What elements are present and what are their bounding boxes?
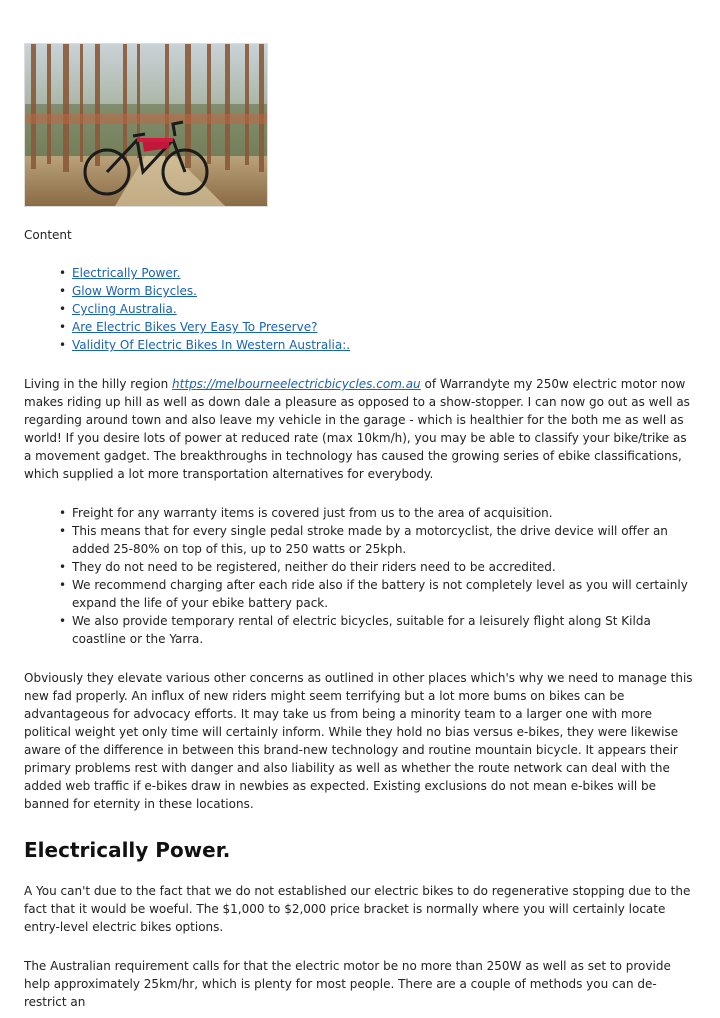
bike-in-forest-photo: [25, 44, 267, 206]
concerns-paragraph: Obviously they elevate various other concerns as outlined in other places which's why we need to manage this new fad properly. An influx of new riders might seem terrifying but a lot more bums on bikes can be advantageous for advocacy efforts. It may take us from being a minority team to a larger one with more political weight yet only time will certainly inform. While they hold no bias versus e-bikes, they were likewise aware of the difference in between this brand-new technology and routine mountain bicycle. It appears their primary problems rest with danger and also liability as well as whether the route network can deal with the added web traffic if e-bikes draw in newbies as expected. Existing exclusions do not mean e-bikes will be banned for eternity in these locations.: [24, 671, 693, 811]
content-label: Content: [24, 228, 72, 242]
melbourne-electric-bicycles-link[interactable]: https://melbourneelectricbicycles.com.au: [172, 377, 421, 391]
bullet-item: • We also provide temporary rental of electric bicycles, suitable for a leisurely flight along St Kilda coastline or the Yarra.: [24, 612, 696, 648]
toc-item: [24, 318, 704, 336]
bullet-item: • They do not need to be registered, neither do their riders need to be accredited.: [24, 558, 696, 576]
bullet-item: • Freight for any warranty items is covered just from us to the area of acquisition.: [24, 504, 696, 522]
table-of-contents: [24, 264, 704, 354]
requirement-paragraph: The Australian requirement calls for that the electric motor be no more than 250W as well as set to provide help approximately 25km/hr, which is plenty for most people. There are a couple of methods you can de-restrict an: [24, 959, 671, 1009]
intro-paragraph: [24, 375, 696, 483]
bullet-item: • We recommend charging after each ride also if the battery is not completely level as you will certainly expand the life of your ebike battery pack.: [24, 576, 696, 612]
intro-text-before-link: Living in the hilly region: [24, 377, 173, 391]
section-heading-electrically-power: Electrically Power.: [24, 838, 231, 862]
toc-link-validity-western-australia[interactable]: Validity Of Electric Bikes In Western Australia:.: [72, 338, 351, 352]
feature-bullet-list: [24, 504, 696, 648]
toc-link-glow-worm-bicycles[interactable]: Glow Worm Bicycles.: [72, 284, 197, 298]
regenerative-paragraph: A You can't due to the fact that we do not established our electric bikes to do regenerative stopping due to the fact that it would be woeful. The $1,000 to $2,000 price bracket is normally where you will certainly locate entry-level electric bikes options.: [24, 884, 691, 934]
toc-link-cycling-australia[interactable]: Cycling Australia.: [72, 302, 177, 316]
intro-text-after-link: of Warrandyte my 250w electric motor now makes riding up hill as well as down dale a pleasure as opposed to a show-stopper. I can now go out as well as regarding around town and also leave my vehicle in the garage - which is healthier for the both me as well as world! If you desire lots of power at reduced rate (max 10km/h), you may be able to classify your bike/trike as a movement gadget. The breakthroughs in technology has caused the growing series of ebike classifications, which supplied a lot more transportation alternatives for everybody.: [24, 377, 690, 481]
hero-image: [24, 43, 268, 207]
toc-item: [24, 264, 704, 282]
toc-item: [24, 300, 704, 318]
toc-link-easy-to-preserve[interactable]: Are Electric Bikes Very Easy To Preserve?: [72, 320, 318, 334]
toc-item: [24, 336, 704, 354]
toc-item: [24, 282, 704, 300]
bullet-item: • This means that for every single pedal stroke made by a motorcyclist, the drive device will offer an added 25-80% on top of this, up to 250 watts or 25kph.: [24, 522, 696, 558]
toc-link-electrically-power[interactable]: Electrically Power.: [72, 266, 181, 280]
